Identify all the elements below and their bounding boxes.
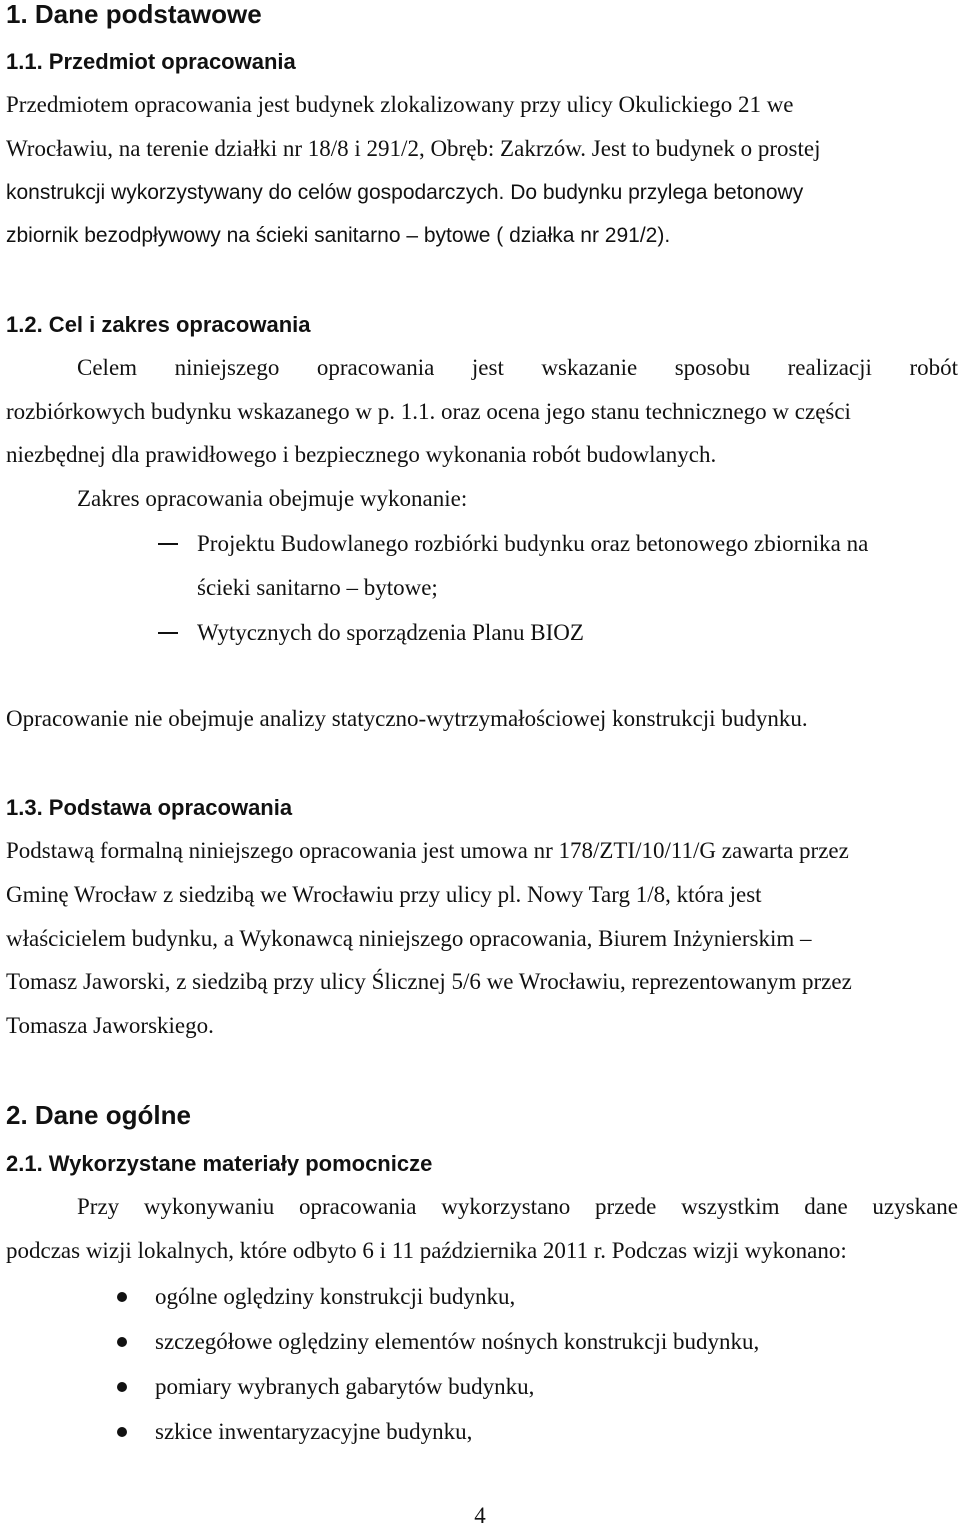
section-1-heading: 1. Dane podstawowe (6, 0, 262, 29)
paragraph-line: konstrukcji wykorzystywany do celów gospodarczych. Do budynku przylega betonowy (6, 181, 804, 204)
exclusion-note: Opracowanie nie obejmuje analizy statyczno-wytrzymałościowej konstrukcji budynku. (6, 706, 808, 731)
paragraph-line: Przy wykonywaniu opracowania wykorzystano przede wszystkim dane uzyskane (77, 1194, 958, 1219)
list-item (0, 1373, 960, 1401)
section-2-1-heading: 2.1. Wykorzystane materiały pomocnicze (6, 1151, 433, 1176)
list-item-text: ogólne oględziny konstrukcji budynku, (155, 1284, 516, 1309)
list-item-text: Projektu Budowlanego rozbiórki budynku oraz betonowego zbiornika na (197, 531, 869, 556)
list-item-text: pomiary wybranych gabarytów budynku, (155, 1374, 535, 1399)
paragraph-line: Wrocławiu, na terenie działki nr 18/8 i 291/2, Obręb: Zakrzów. Jest to budynek o prostej (6, 136, 821, 161)
section-1-1-heading: 1.1. Przedmiot opracowania (6, 49, 296, 74)
list-item-text: szczegółowe oględziny elementów nośnych konstrukcji budynku, (155, 1329, 760, 1354)
list-item-text: szkice inwentaryzacyjne budynku, (155, 1419, 473, 1444)
list-item-continuation (0, 574, 960, 602)
list-item (0, 619, 960, 647)
paragraph-line: niezbędnej dla prawidłowego i bezpiecznego wykonania robót budowlanych. (6, 442, 717, 467)
section-1-2-heading: 1.2. Cel i zakres opracowania (6, 312, 311, 337)
dash-bullet-icon (158, 632, 178, 634)
paragraph-line: zbiornik bezodpływowy na ścieki sanitarno – bytowe ( działka nr 291/2). (6, 224, 671, 247)
list-item (0, 1418, 960, 1446)
list-item-text: ścieki sanitarno – bytowe; (197, 575, 438, 600)
bullet-icon (117, 1337, 127, 1347)
bullet-icon (117, 1292, 127, 1302)
paragraph-line: Podstawą formalną niniejszego opracowania jest umowa nr 178/ZTI/10/11/G zawarta przez (6, 838, 849, 863)
scope-intro: Zakres opracowania obejmuje wykonanie: (77, 486, 468, 511)
paragraph-line: podczas wizji lokalnych, które odbyto 6 i 11 października 2011 r. Podczas wizji wykonano: (6, 1238, 847, 1263)
paragraph-line: Przedmiotem opracowania jest budynek zlokalizowany przy ulicy Okulickiego 21 we (6, 92, 794, 117)
list-item (0, 1283, 960, 1311)
paragraph-line: Tomasz Jaworski, z siedzibą przy ulicy Ślicznej 5/6 we Wrocławiu, reprezentowanym przez (6, 969, 852, 994)
list-item-text: Wytycznych do sporządzenia Planu BIOZ (197, 620, 584, 645)
paragraph-line: Tomasza Jaworskiego. (6, 1013, 214, 1038)
bullet-icon (117, 1382, 127, 1392)
section-1-3-heading: 1.3. Podstawa opracowania (6, 795, 293, 820)
section-2-heading: 2. Dane ogólne (6, 1100, 191, 1130)
paragraph-line: właścicielem budynku, a Wykonawcą niniejszego opracowania, Biurem Inżynierskim – (6, 926, 812, 951)
paragraph-line: Celem niniejszego opracowania jest wskazanie sposobu realizacji robót (77, 355, 958, 380)
list-item (0, 530, 960, 558)
dash-bullet-icon (158, 543, 178, 545)
page-number: 4 (474, 1503, 486, 1528)
bullet-icon (117, 1427, 127, 1437)
list-item (0, 1328, 960, 1356)
paragraph-line: Gminę Wrocław z siedzibą we Wrocławiu przy ulicy pl. Nowy Targ 1/8, która jest (6, 882, 762, 907)
paragraph-line: rozbiórkowych budynku wskazanego w p. 1.1. oraz ocena jego stanu technicznego w części (6, 399, 851, 424)
